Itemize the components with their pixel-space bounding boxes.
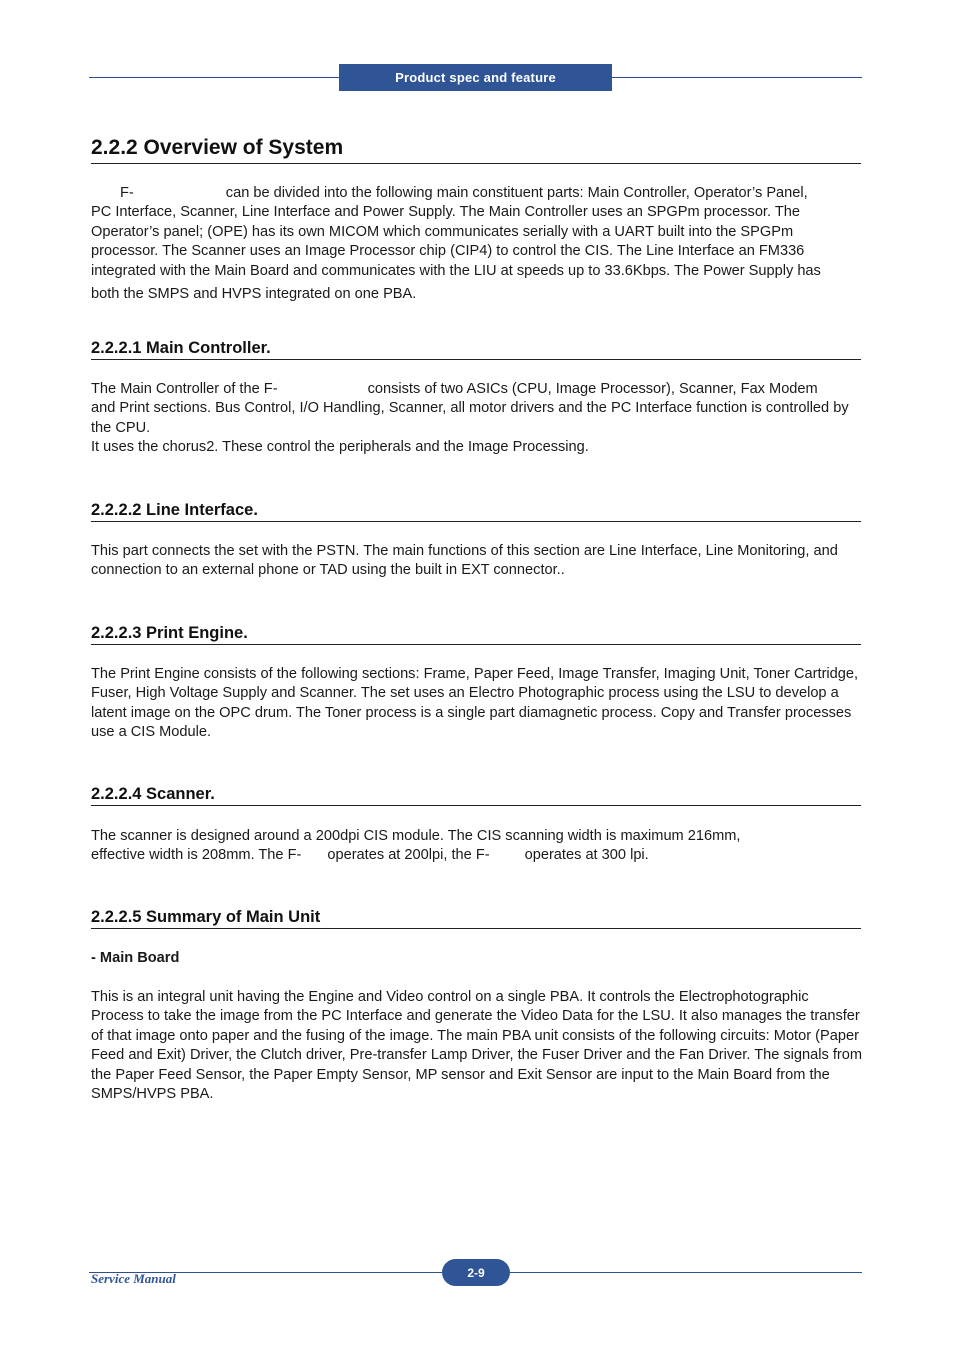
overview-paragraph bbox=[91, 184, 863, 304]
main-board-subheading: - Main Board bbox=[91, 950, 180, 966]
main-controller-text-d: It uses the chorus2. These control the peripherals and the Image Processing. bbox=[91, 439, 589, 456]
footer-rule-right bbox=[510, 1272, 862, 1273]
print-engine-paragraph: The Print Engine consists of the following sections: Frame, Paper Feed, Image Transfer, Imaging Unit, Toner Cartridge, Fuser, High Voltage Supply and Scanner. The set uses an Electro Photographic process using the LSU to develop a latent image on the OPC drum. The Toner process is a single part diamagnetic process. Copy and Transfer processes use a CIS Module. bbox=[91, 666, 859, 741]
main-controller-text-a: The Main Controller of the F- bbox=[91, 381, 278, 397]
line-interface-paragraph: This part connects the set with the PSTN. The main functions of this section are Line Interface, Line Monitoring, and connection to an external phone or TAD using the built in EXT connector.. bbox=[91, 543, 838, 579]
scanner-text-b: effective width is 208mm. The F- bbox=[91, 847, 302, 864]
scanner-text-a: The scanner is designed around a 200dpi CIS module. The CIS scanning width is maximum 216mm, bbox=[91, 828, 741, 844]
footer-manual-label: Service Manual bbox=[91, 1271, 176, 1286]
section-title-print-engine: 2.2.2.3 Print Engine. bbox=[91, 622, 861, 645]
overview-text-a: F- bbox=[120, 185, 134, 201]
scanner-text-c: operates at 200lpi, the F- bbox=[327, 847, 490, 864]
section-title-main-controller: 2.2.2.1 Main Controller. bbox=[91, 337, 861, 360]
section-title-line-interface: 2.2.2.2 Line Interface. bbox=[91, 499, 861, 522]
main-controller-text-c: and Print sections. Bus Control, I/O Handling, Scanner, all motor drivers and the PC Interface function is controlled by the CPU. bbox=[91, 400, 849, 436]
overview-text-d: both the SMPS and HVPS integrated on one PBA. bbox=[91, 286, 417, 303]
header-rule-left bbox=[89, 77, 339, 78]
scanner-text-d: operates at 300 lpi. bbox=[524, 847, 649, 864]
main-board-paragraph: This is an integral unit having the Engine and Video control on a single PBA. It controls the Electrophotographic Process to take the image from the PC Interface and generate the Video Data for the LSU. It also manages the transfer of that image onto paper and the fusing of the image. The main PBA unit consists of the following circuits: Motor (Paper Feed and Exit) Driver, the Clutch driver, Pre-transfer Lamp Driver, the Fuser Driver and the Fan Driver. The signals from the Paper Feed Sensor, the Paper Empty Sensor, MP sensor and Exit Sensor are input to the Main Board from the SMPS/HVPS PBA. bbox=[91, 989, 863, 1103]
section-title-overview: 2.2.2 Overview of System bbox=[91, 134, 861, 164]
header-rule-right bbox=[612, 77, 862, 78]
header-tab: Product spec and feature bbox=[339, 64, 612, 91]
section-title-summary: 2.2.2.5 Summary of Main Unit bbox=[91, 906, 861, 929]
page-number: 2-9 bbox=[442, 1259, 510, 1286]
section-title-scanner: 2.2.2.4 Scanner. bbox=[91, 783, 861, 806]
overview-text-b: can be divided into the following main constituent parts: Main Controller, Operator’s Panel, bbox=[225, 185, 808, 201]
main-controller-paragraph bbox=[91, 380, 863, 458]
overview-text-c: PC Interface, Scanner, Line Interface and Power Supply. The Main Controller uses an SPGPm processor. The Operator’s panel; (OPE) has its own MICOM which communicates serially with a UART built into the SPGPm processor. The Scanner uses an Image Processor chip (CIP4) to control the CIS. The Line Interface an FM336 integrated with the Main Board and communicates with the LIU at speeds up to 33.6Kbps. The Power Supply has bbox=[91, 204, 821, 279]
scanner-paragraph bbox=[91, 827, 863, 866]
main-controller-text-b: consists of two ASICs (CPU, Image Processor), Scanner, Fax Modem bbox=[367, 381, 818, 397]
